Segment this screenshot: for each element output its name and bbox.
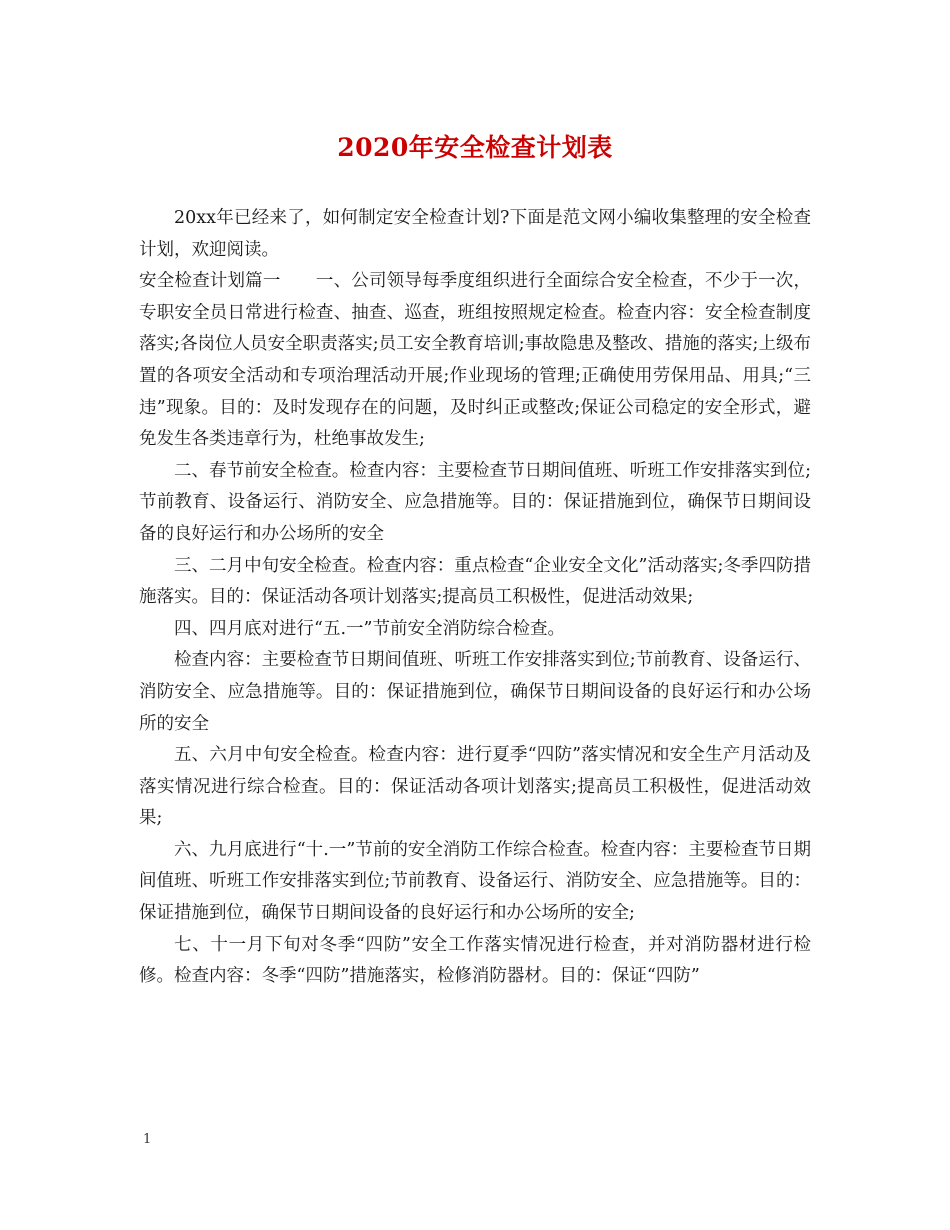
paragraph-item-2: 二、春节前安全检查。检查内容：主要检查节日期间值班、听班工作安排落实到位;节前教育、设备运行、消防安全、应急措施等。目的：保证措施到位，确保节日期间设备的良好运行和办公场所的安全 bbox=[139, 460, 811, 544]
paragraph-item-6: 六、九月底进行“十.一”节前的安全消防工作综合检查。检查内容：主要检查节日期间值班、听班工作安排落实到位;节前教育、设备运行、消防安全、应急措施等。目的：保证措施到位，确保节日期间设备的良好运行和办公场所的安全; bbox=[139, 839, 811, 924]
paragraph-item-7: 七、十一月下旬对冬季“四防”安全工作落实情况进行检查，并对消防器材进行检修。检查内容：冬季“四防”措施落实，检修消防器材。目的：保证“四防” bbox=[139, 934, 811, 987]
document-title: 2020年安全检查计划表 bbox=[337, 133, 613, 162]
document-body bbox=[139, 203, 811, 993]
paragraph-item-4-content: 检查内容：主要检查节日期间值班、听班工作安排落实到位;节前教育、设备运行、消防安全、应急措施等。目的：保证措施到位，确保节日期间设备的良好运行和办公场所的安全 bbox=[139, 650, 811, 734]
paragraph-item-5: 五、六月中旬安全检查。检查内容：进行夏季“四防”落实情况和安全生产月活动及落实情况进行综合检查。目的：保证活动各项计划落实;提高员工积极性，促进活动效果; bbox=[139, 745, 811, 829]
page-number: 1 bbox=[143, 1132, 152, 1147]
paragraph-intro: 20xx年已经来了，如何制定安全检查计划?下面是范文网小编收集整理的安全检查计划，欢迎阅读。 bbox=[139, 208, 811, 260]
paragraph-item-4: 四、四月底对进行“五.一”节前安全消防综合检查。 bbox=[174, 618, 565, 639]
paragraph-item-3: 三、二月中旬安全检查。检查内容：重点检查“企业安全文化”活动落实;冬季四防措施落实。目的：保证活动各项计划落实;提高员工积极性，促进活动效果; bbox=[139, 555, 811, 608]
paragraph-plan-one: 安全检查计划篇一 一、公司领导每季度组织进行全面综合安全检查，不少于一次，专职安全员日常进行检查、抽查、巡查，班组按照规定检查。检查内容：安全检查制度落实;各岗位人员安全职责落实;员工安全教育培训;事故隐患及整改、措施的落实;上级布置的各项安全活动和专项治理活动开展;作业现场的管理;正确使用劳保用品、用具;“三违”现象。目的：及时发现存在的问题，及时纠正或整改;保证公司稳定的安全形式，避免发生各类违章行为，杜绝事故发生; bbox=[139, 271, 811, 450]
